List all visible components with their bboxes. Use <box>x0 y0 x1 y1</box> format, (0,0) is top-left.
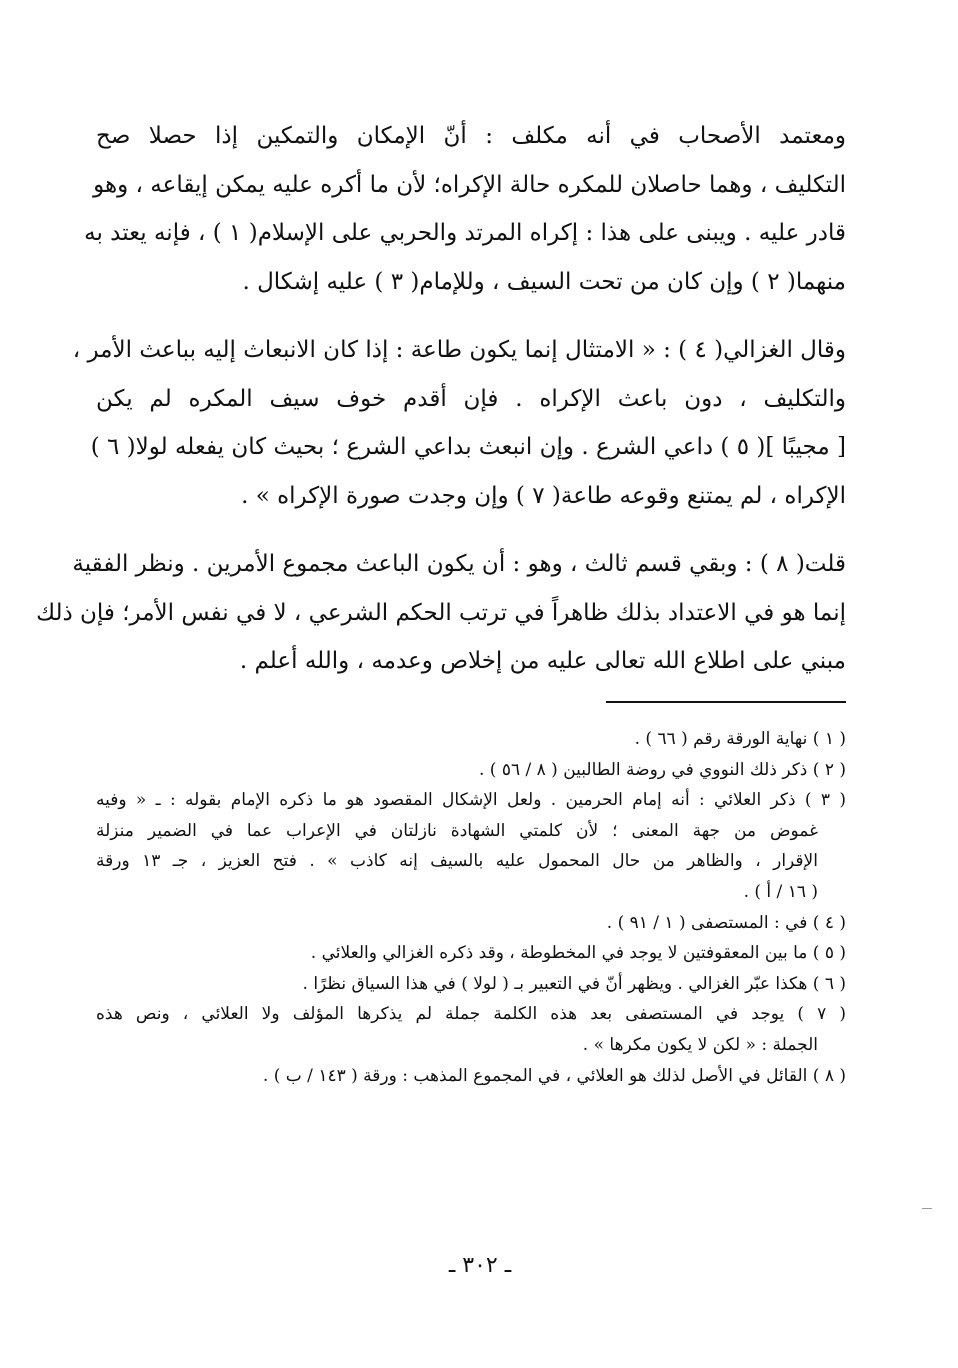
footnote-4 <box>96 908 846 939</box>
footnotes <box>96 724 846 1091</box>
footnote-line: الجملة : « لكن لا يكون مكرها » . <box>582 1034 818 1055</box>
text-line: الإكراه ، لم يمتنع وقوعه طاعة( ٧ ) وإن وجدت صورة الإكراه » . <box>241 482 846 509</box>
footnote-7 <box>96 999 846 1060</box>
footnote-1 <box>96 724 846 755</box>
page-number: ـ ٣٠٢ ـ <box>448 1253 512 1278</box>
text-line: [ مجيبًا ]( ٥ ) داعي الشرع . وإن انبعث بداعي الشرع ؛ بحيث كان يفعله لولا( ٦ ) <box>90 434 846 460</box>
text-line: ومعتمد الأصحاب في أنه مكلف : أنّ الإمكان والتمكين إذا حصلا صح <box>96 123 846 149</box>
scan-speck <box>922 1208 932 1209</box>
text-line: إنما هو في الاعتداد بذلك ظاهراً في ترتب الحكم الشرعي ، لا في نفس الأمر؛ فإن ذلك <box>36 599 846 626</box>
footnote-5 <box>96 938 846 969</box>
text-line: وقال الغزالي( ٤ ) : « الامتثال إنما يكون طاعة : إذا كان الانبعاث إليه بباعث الأمر ، <box>72 337 846 363</box>
footnote-line: ( ١ ) نهاية الورقة رقم ( ٦٦ ) . <box>634 729 846 749</box>
footnote-line: ( ٥ ) ما بين المعقوفتين لا يوجد في المخطوطة ، وقد ذكره الغزالي والعلائي . <box>310 943 846 964</box>
footnote-line: ( ٧ ) يوجد في المستصفى بعد هذه الكلمة جملة لم يذكرها المؤلف ولا العلائي ، ونص هذه <box>96 1004 846 1025</box>
footnote-2 <box>96 755 846 786</box>
text-line: منهما( ٢ ) وإن كان من تحت السيف ، وللإمام( ٣ ) عليه إشكال . <box>242 268 846 295</box>
footnote-6 <box>96 969 846 1000</box>
paragraph-1 <box>84 112 846 306</box>
text-line: التكليف ، وهما حاصلان للمكره حالة الإكراه؛ لأن ما أكره عليه يمكن إيقاعه ، وهو <box>93 171 846 198</box>
footnote-divider <box>606 701 846 703</box>
paragraph-3 <box>36 540 846 686</box>
footnote-line: ( ٣ ) ذكر العلائي : أنه إمام الحرمين . ولعل الإشكال المقصود هو ما ذكره الإمام بقوله : ـ « وفيه <box>96 790 846 811</box>
footnote-8 <box>96 1061 846 1092</box>
footnote-line: ( ٢ ) ذكر ذلك النووي في روضة الطالبين ( ٨ / ٥٦ ) . <box>478 759 846 780</box>
footnote-line: ( ٤ ) في : المستصفى ( ١ / ٩١ ) . <box>606 912 846 933</box>
text-line: مبني على اطلاع الله تعالى عليه من إخلاص وعدمه ، والله أعلم . <box>239 648 846 674</box>
footnote-line: ( ١٦ / أ ) . <box>743 881 818 902</box>
footnote-line: ( ٨ ) القائل في الأصل لذلك هو العلائي ، في المجموع المذهب : ورقة ( ١٤٣ / ب ) . <box>262 1065 846 1086</box>
text-line: والتكليف ، دون باعث الإكراه . فإن أقدم خوف سيف المكره لم يكن <box>96 385 846 412</box>
footnote-3 <box>96 785 846 907</box>
footnote-line: ( ٦ ) هكذا عبّر الغزالي . ويظهر أنّ في التعبير بـ ( لولا ) في هذا السياق نظرًا . <box>302 973 846 994</box>
text-line: قادر عليه . ويبنى على هذا : إكراه المرتد والحربي على الإسلام( ١ ) ، فإنه يعتد به <box>84 220 846 246</box>
footnote-line: الإقرار ، والظاهر من حال المحمول عليه بالسيف إنه كاذب » . فتح العزيز ، جـ ١٣ ورقة <box>96 851 818 872</box>
paragraph-2 <box>72 326 846 520</box>
text-line: قلت( ٨ ) : وبقي قسم ثالث ، وهو : أن يكون الباعث مجموع الأمرين . ونظر الفقية <box>72 551 846 577</box>
footnote-line: غموض من جهة المعنى ؛ لأن كلمتي الشهادة نازلتان في الإعراب عما في الضمير منزلة <box>96 820 818 841</box>
main-text <box>36 112 846 706</box>
